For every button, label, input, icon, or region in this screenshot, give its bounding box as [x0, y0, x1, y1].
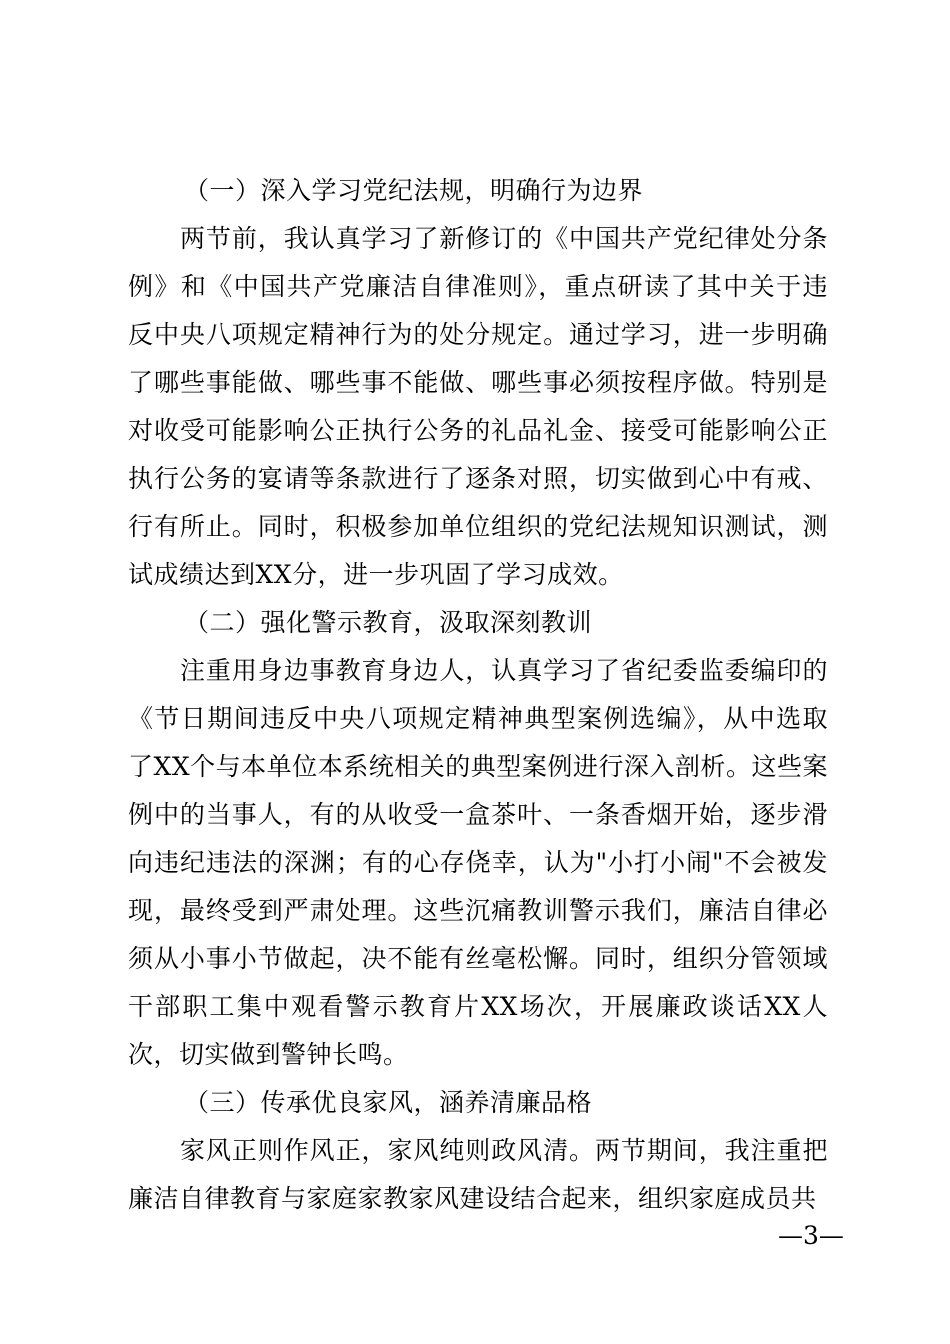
section-heading-1: （一）深入学习党纪法规，明确行为边界 — [184, 176, 644, 205]
page-number: —3— — [778, 1221, 844, 1250]
section-paragraph-3: 家风正则作风正，家风纯则政风清。两节期间，我注重把廉洁自律教育与家庭家教家风建设结合起来，组织家庭成员共 — [128, 1136, 828, 1213]
document-body — [128, 167, 828, 1223]
section-paragraph-1: 两节前，我认真学习了新修订的《中国共产党纪律处分条例》和《中国共产党廉洁自律准则》，重点研读了其中关于违反中央八项规定精神行为的处分规定。通过学习，进一步明确了哪些事能做、哪些事不能做、哪些事必须按程序做。特别是对收受可能影响公正执行公务的礼品礼金、接受可能影响公正执行公务的宴请等条款进行了逐条对照，切实做到心中有戒、行有所止。同时，积极参加单位组织的党纪法规知识测试，测试成绩达到XX分，进一步巩固了学习成效。 — [128, 224, 828, 589]
section-paragraph-2: 注重用身边事教育身边人，认真学习了省纪委监委编印的《节日期间违反中央八项规定精神典型案例选编》，从中选取了XX个与本单位本系统相关的典型案例进行深入剖析。这些案例中的当事人，有的从收受一盒茶叶、一条香烟开始，逐步滑向违纪违法的深渊；有的心存侥幸，认为"小打小闹"不会被发现，最终受到严肃处理。这些沉痛教训警示我们，廉洁自律必须从小事小节做起，决不能有丝毫松懈。同时，组织分管领域干部职工集中观看警示教育片XX场次，开展廉政谈话XX人次，切实做到警钟长鸣。 — [128, 656, 828, 1069]
section-heading-2: （二）强化警示教育，汲取深刻教训 — [184, 608, 593, 637]
section-heading-3: （三）传承优良家风，涵养清廉品格 — [184, 1088, 593, 1117]
